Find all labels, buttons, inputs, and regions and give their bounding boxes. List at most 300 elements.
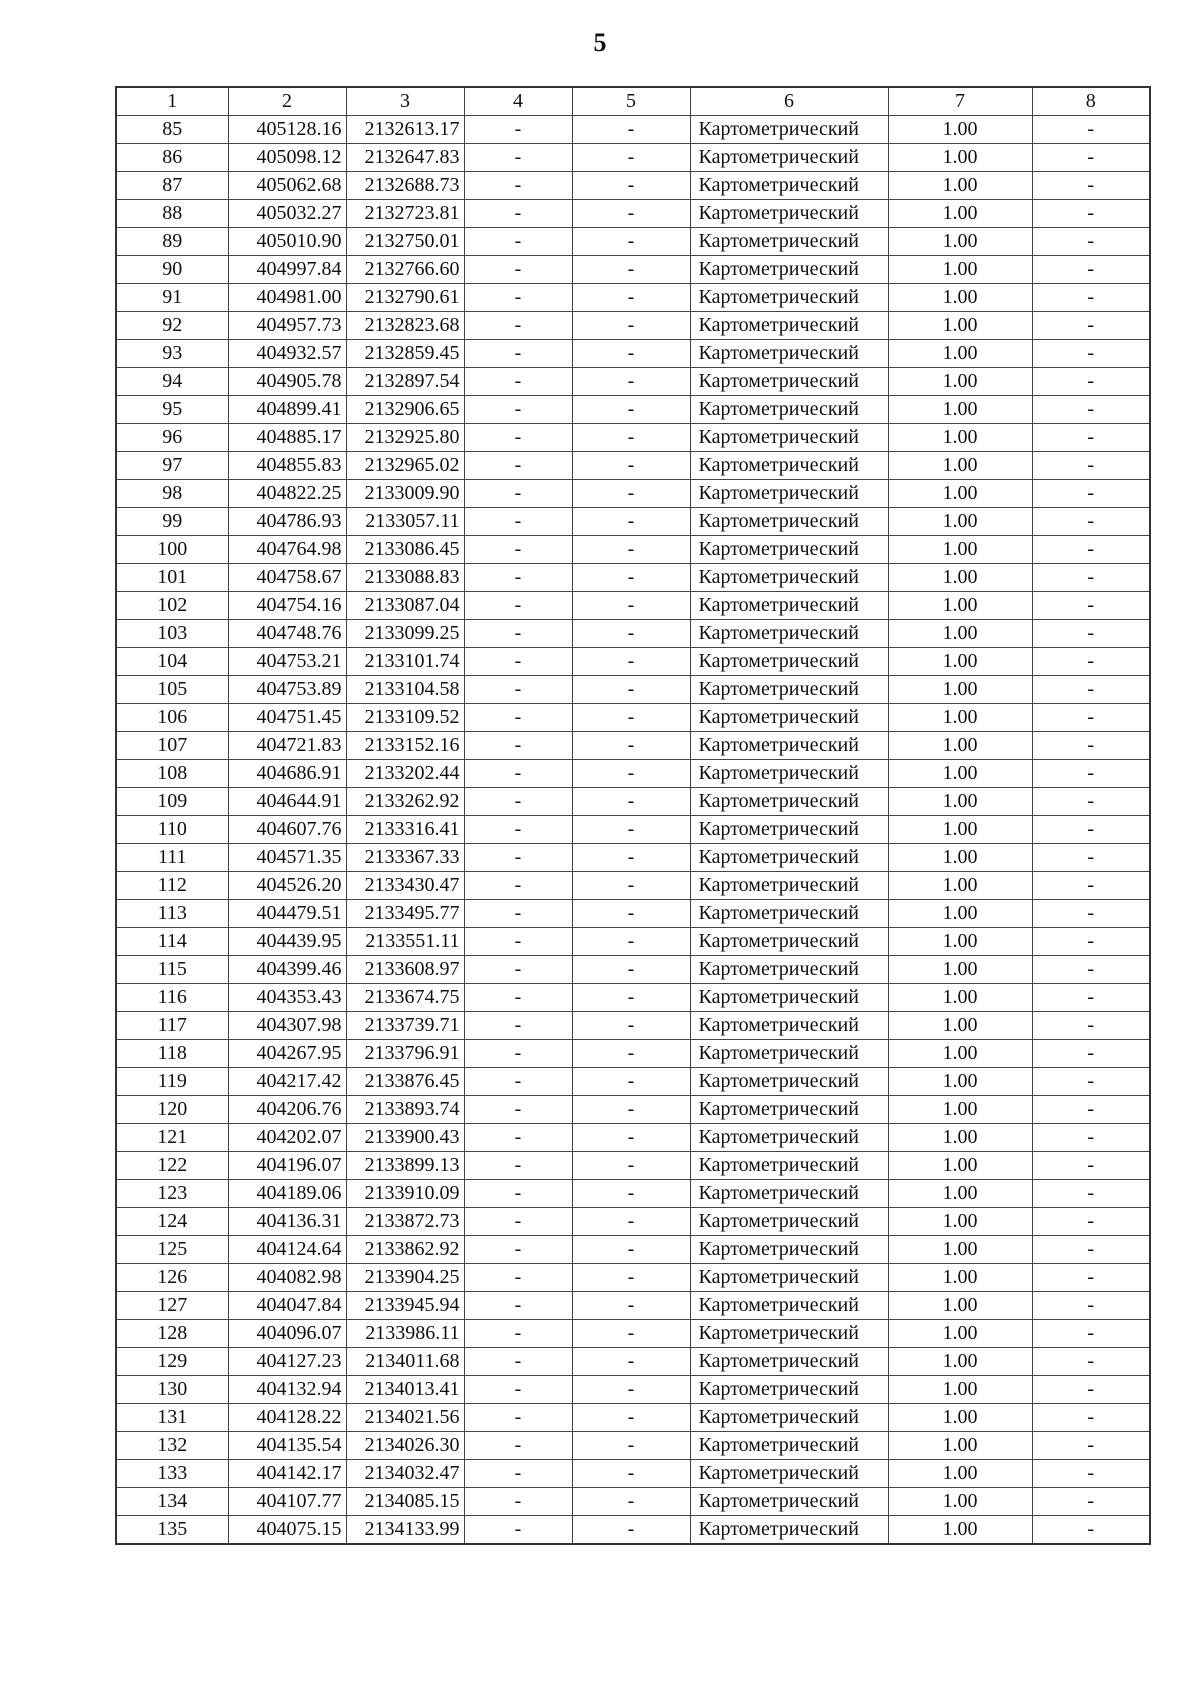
x-coordinate-cell: 404855.83 <box>228 452 346 480</box>
x-coordinate-cell: 404267.95 <box>228 1040 346 1068</box>
point-number-cell: 95 <box>116 396 228 424</box>
accuracy-cell: 1.00 <box>888 928 1032 956</box>
method-cell: Картометрический <box>690 1488 888 1516</box>
col8-cell: - <box>1032 1068 1150 1096</box>
method-cell: Картометрический <box>690 592 888 620</box>
col8-cell: - <box>1032 1012 1150 1040</box>
col5-cell: - <box>572 508 690 536</box>
table-row <box>116 1040 1150 1068</box>
y-coordinate-cell: 2133057.11 <box>346 508 464 536</box>
y-coordinate-cell: 2133986.11 <box>346 1320 464 1348</box>
col4-cell: - <box>464 648 572 676</box>
point-number-cell: 98 <box>116 480 228 508</box>
col4-cell: - <box>464 760 572 788</box>
col8-cell: - <box>1032 1096 1150 1124</box>
point-number-cell: 115 <box>116 956 228 984</box>
col5-cell: - <box>572 116 690 144</box>
table-row <box>116 564 1150 592</box>
col8-cell: - <box>1032 872 1150 900</box>
x-coordinate-cell: 404686.91 <box>228 760 346 788</box>
col4-cell: - <box>464 1040 572 1068</box>
col4-cell: - <box>464 1012 572 1040</box>
table-row <box>116 1152 1150 1180</box>
col8-cell: - <box>1032 1236 1150 1264</box>
col4-cell: - <box>464 1432 572 1460</box>
col5-cell: - <box>572 1376 690 1404</box>
y-coordinate-cell: 2132766.60 <box>346 256 464 284</box>
table-row <box>116 928 1150 956</box>
point-number-cell: 121 <box>116 1124 228 1152</box>
col8-cell: - <box>1032 424 1150 452</box>
method-cell: Картометрический <box>690 844 888 872</box>
x-coordinate-cell: 404307.98 <box>228 1012 346 1040</box>
col8-cell: - <box>1032 676 1150 704</box>
method-cell: Картометрический <box>690 984 888 1012</box>
table-body <box>116 116 1150 1545</box>
point-number-cell: 112 <box>116 872 228 900</box>
y-coordinate-cell: 2133088.83 <box>346 564 464 592</box>
method-cell: Картометрический <box>690 928 888 956</box>
x-coordinate-cell: 404189.06 <box>228 1180 346 1208</box>
x-coordinate-cell: 404885.17 <box>228 424 346 452</box>
col5-cell: - <box>572 1404 690 1432</box>
table-row <box>116 1404 1150 1432</box>
x-coordinate-cell: 404571.35 <box>228 844 346 872</box>
col8-cell: - <box>1032 648 1150 676</box>
col5-cell: - <box>572 956 690 984</box>
accuracy-cell: 1.00 <box>888 1180 1032 1208</box>
col4-cell: - <box>464 1348 572 1376</box>
y-coordinate-cell: 2134085.15 <box>346 1488 464 1516</box>
col4-cell: - <box>464 1404 572 1432</box>
col4-cell: - <box>464 1460 572 1488</box>
coordinates-table <box>115 86 1151 1545</box>
method-cell: Картометрический <box>690 340 888 368</box>
method-cell: Картометрический <box>690 1348 888 1376</box>
col8-cell: - <box>1032 1348 1150 1376</box>
method-cell: Картометрический <box>690 1124 888 1152</box>
x-coordinate-cell: 404899.41 <box>228 396 346 424</box>
x-coordinate-cell: 405098.12 <box>228 144 346 172</box>
accuracy-cell: 1.00 <box>888 1068 1032 1096</box>
table-row <box>116 676 1150 704</box>
col8-cell: - <box>1032 1320 1150 1348</box>
col4-cell: - <box>464 1516 572 1545</box>
y-coordinate-cell: 2133910.09 <box>346 1180 464 1208</box>
y-coordinate-cell: 2132750.01 <box>346 228 464 256</box>
col5-cell: - <box>572 1432 690 1460</box>
col5-cell: - <box>572 676 690 704</box>
col8-cell: - <box>1032 900 1150 928</box>
y-coordinate-cell: 2133608.97 <box>346 956 464 984</box>
table-row <box>116 648 1150 676</box>
x-coordinate-cell: 404135.54 <box>228 1432 346 1460</box>
accuracy-cell: 1.00 <box>888 1320 1032 1348</box>
col5-cell: - <box>572 1012 690 1040</box>
accuracy-cell: 1.00 <box>888 116 1032 144</box>
col8-cell: - <box>1032 1488 1150 1516</box>
table-row <box>116 760 1150 788</box>
point-number-cell: 122 <box>116 1152 228 1180</box>
table-row <box>116 1236 1150 1264</box>
col5-cell: - <box>572 648 690 676</box>
method-cell: Картометрический <box>690 1292 888 1320</box>
x-coordinate-cell: 404217.42 <box>228 1068 346 1096</box>
col8-cell: - <box>1032 844 1150 872</box>
x-coordinate-cell: 404142.17 <box>228 1460 346 1488</box>
x-coordinate-cell: 404758.67 <box>228 564 346 592</box>
method-cell: Картометрический <box>690 900 888 928</box>
col4-cell: - <box>464 1096 572 1124</box>
method-cell: Картометрический <box>690 1096 888 1124</box>
table-row <box>116 732 1150 760</box>
y-coordinate-cell: 2132688.73 <box>346 172 464 200</box>
col5-cell: - <box>572 1180 690 1208</box>
method-cell: Картометрический <box>690 956 888 984</box>
col4-cell: - <box>464 928 572 956</box>
accuracy-cell: 1.00 <box>888 1208 1032 1236</box>
col8-cell: - <box>1032 228 1150 256</box>
y-coordinate-cell: 2134133.99 <box>346 1516 464 1545</box>
accuracy-cell: 1.00 <box>888 1040 1032 1068</box>
method-cell: Картометрический <box>690 508 888 536</box>
y-coordinate-cell: 2133101.74 <box>346 648 464 676</box>
x-coordinate-cell: 405032.27 <box>228 200 346 228</box>
col5-cell: - <box>572 424 690 452</box>
x-coordinate-cell: 404721.83 <box>228 732 346 760</box>
col8-cell: - <box>1032 1292 1150 1320</box>
method-cell: Картометрический <box>690 1320 888 1348</box>
col4-cell: - <box>464 1236 572 1264</box>
x-coordinate-cell: 404751.45 <box>228 704 346 732</box>
col4-cell: - <box>464 116 572 144</box>
col4-cell: - <box>464 788 572 816</box>
y-coordinate-cell: 2132790.61 <box>346 284 464 312</box>
col4-cell: - <box>464 844 572 872</box>
col5-cell: - <box>572 1068 690 1096</box>
col4-cell: - <box>464 984 572 1012</box>
point-number-cell: 113 <box>116 900 228 928</box>
method-cell: Картометрический <box>690 816 888 844</box>
method-cell: Картометрический <box>690 676 888 704</box>
method-cell: Картометрический <box>690 1012 888 1040</box>
col4-cell: - <box>464 1068 572 1096</box>
col8-cell: - <box>1032 564 1150 592</box>
point-number-cell: 107 <box>116 732 228 760</box>
column-header: 4 <box>464 87 572 116</box>
point-number-cell: 106 <box>116 704 228 732</box>
y-coordinate-cell: 2133945.94 <box>346 1292 464 1320</box>
col5-cell: - <box>572 1236 690 1264</box>
accuracy-cell: 1.00 <box>888 256 1032 284</box>
col5-cell: - <box>572 984 690 1012</box>
point-number-cell: 134 <box>116 1488 228 1516</box>
method-cell: Картометрический <box>690 228 888 256</box>
table-row <box>116 844 1150 872</box>
x-coordinate-cell: 404206.76 <box>228 1096 346 1124</box>
col5-cell: - <box>572 1264 690 1292</box>
accuracy-cell: 1.00 <box>888 1012 1032 1040</box>
table-row <box>116 1432 1150 1460</box>
point-number-cell: 120 <box>116 1096 228 1124</box>
method-cell: Картометрический <box>690 1516 888 1545</box>
method-cell: Картометрический <box>690 1264 888 1292</box>
col8-cell: - <box>1032 956 1150 984</box>
x-coordinate-cell: 404202.07 <box>228 1124 346 1152</box>
table-row <box>116 200 1150 228</box>
x-coordinate-cell: 404526.20 <box>228 872 346 900</box>
table-header-row <box>116 87 1150 116</box>
table-row <box>116 788 1150 816</box>
accuracy-cell: 1.00 <box>888 816 1032 844</box>
point-number-cell: 85 <box>116 116 228 144</box>
col4-cell: - <box>464 564 572 592</box>
accuracy-cell: 1.00 <box>888 564 1032 592</box>
x-coordinate-cell: 404753.21 <box>228 648 346 676</box>
table-row <box>116 340 1150 368</box>
x-coordinate-cell: 404107.77 <box>228 1488 346 1516</box>
accuracy-cell: 1.00 <box>888 900 1032 928</box>
col5-cell: - <box>572 1348 690 1376</box>
accuracy-cell: 1.00 <box>888 144 1032 172</box>
col8-cell: - <box>1032 536 1150 564</box>
accuracy-cell: 1.00 <box>888 1096 1032 1124</box>
table-row <box>116 984 1150 1012</box>
col5-cell: - <box>572 620 690 648</box>
y-coordinate-cell: 2133495.77 <box>346 900 464 928</box>
col5-cell: - <box>572 536 690 564</box>
table-row <box>116 1292 1150 1320</box>
table-row <box>116 1012 1150 1040</box>
x-coordinate-cell: 404439.95 <box>228 928 346 956</box>
y-coordinate-cell: 2133796.91 <box>346 1040 464 1068</box>
point-number-cell: 108 <box>116 760 228 788</box>
col5-cell: - <box>572 816 690 844</box>
col4-cell: - <box>464 452 572 480</box>
col4-cell: - <box>464 1124 572 1152</box>
accuracy-cell: 1.00 <box>888 1404 1032 1432</box>
point-number-cell: 101 <box>116 564 228 592</box>
accuracy-cell: 1.00 <box>888 620 1032 648</box>
col4-cell: - <box>464 732 572 760</box>
col8-cell: - <box>1032 760 1150 788</box>
col4-cell: - <box>464 1376 572 1404</box>
accuracy-cell: 1.00 <box>888 1348 1032 1376</box>
x-coordinate-cell: 404981.00 <box>228 284 346 312</box>
column-header: 8 <box>1032 87 1150 116</box>
x-coordinate-cell: 404399.46 <box>228 956 346 984</box>
table-row <box>116 396 1150 424</box>
accuracy-cell: 1.00 <box>888 956 1032 984</box>
column-header: 5 <box>572 87 690 116</box>
accuracy-cell: 1.00 <box>888 312 1032 340</box>
table-row <box>116 172 1150 200</box>
table-row <box>116 452 1150 480</box>
x-coordinate-cell: 404644.91 <box>228 788 346 816</box>
accuracy-cell: 1.00 <box>888 1236 1032 1264</box>
x-coordinate-cell: 404748.76 <box>228 620 346 648</box>
col8-cell: - <box>1032 340 1150 368</box>
col4-cell: - <box>464 704 572 732</box>
point-number-cell: 100 <box>116 536 228 564</box>
y-coordinate-cell: 2132647.83 <box>346 144 464 172</box>
y-coordinate-cell: 2132925.80 <box>346 424 464 452</box>
y-coordinate-cell: 2133262.92 <box>346 788 464 816</box>
x-coordinate-cell: 404932.57 <box>228 340 346 368</box>
table-row <box>116 424 1150 452</box>
table-row <box>116 284 1150 312</box>
method-cell: Картометрический <box>690 1152 888 1180</box>
point-number-cell: 87 <box>116 172 228 200</box>
col8-cell: - <box>1032 312 1150 340</box>
accuracy-cell: 1.00 <box>888 172 1032 200</box>
table-row <box>116 592 1150 620</box>
y-coordinate-cell: 2132823.68 <box>346 312 464 340</box>
x-coordinate-cell: 404479.51 <box>228 900 346 928</box>
point-number-cell: 86 <box>116 144 228 172</box>
col8-cell: - <box>1032 1460 1150 1488</box>
point-number-cell: 91 <box>116 284 228 312</box>
method-cell: Картометрический <box>690 1404 888 1432</box>
col8-cell: - <box>1032 1376 1150 1404</box>
y-coordinate-cell: 2134011.68 <box>346 1348 464 1376</box>
y-coordinate-cell: 2133104.58 <box>346 676 464 704</box>
point-number-cell: 92 <box>116 312 228 340</box>
x-coordinate-cell: 404754.16 <box>228 592 346 620</box>
col5-cell: - <box>572 1292 690 1320</box>
column-header: 2 <box>228 87 346 116</box>
method-cell: Картометрический <box>690 760 888 788</box>
x-coordinate-cell: 404128.22 <box>228 1404 346 1432</box>
accuracy-cell: 1.00 <box>888 704 1032 732</box>
accuracy-cell: 1.00 <box>888 872 1032 900</box>
col4-cell: - <box>464 620 572 648</box>
y-coordinate-cell: 2133872.73 <box>346 1208 464 1236</box>
col4-cell: - <box>464 1180 572 1208</box>
y-coordinate-cell: 2133087.04 <box>346 592 464 620</box>
accuracy-cell: 1.00 <box>888 1460 1032 1488</box>
table-row <box>116 1460 1150 1488</box>
table-row <box>116 956 1150 984</box>
accuracy-cell: 1.00 <box>888 452 1032 480</box>
y-coordinate-cell: 2133099.25 <box>346 620 464 648</box>
method-cell: Картометрический <box>690 1432 888 1460</box>
point-number-cell: 123 <box>116 1180 228 1208</box>
col5-cell: - <box>572 144 690 172</box>
col4-cell: - <box>464 172 572 200</box>
y-coordinate-cell: 2132613.17 <box>346 116 464 144</box>
accuracy-cell: 1.00 <box>888 984 1032 1012</box>
col8-cell: - <box>1032 116 1150 144</box>
accuracy-cell: 1.00 <box>888 1432 1032 1460</box>
col4-cell: - <box>464 1264 572 1292</box>
table-row <box>116 1348 1150 1376</box>
col8-cell: - <box>1032 732 1150 760</box>
point-number-cell: 129 <box>116 1348 228 1376</box>
x-coordinate-cell: 404764.98 <box>228 536 346 564</box>
col5-cell: - <box>572 788 690 816</box>
x-coordinate-cell: 405010.90 <box>228 228 346 256</box>
accuracy-cell: 1.00 <box>888 732 1032 760</box>
accuracy-cell: 1.00 <box>888 200 1032 228</box>
col4-cell: - <box>464 256 572 284</box>
col4-cell: - <box>464 396 572 424</box>
page-number: 5 <box>593 28 607 57</box>
col5-cell: - <box>572 900 690 928</box>
point-number-cell: 127 <box>116 1292 228 1320</box>
y-coordinate-cell: 2132723.81 <box>346 200 464 228</box>
accuracy-cell: 1.00 <box>888 1376 1032 1404</box>
point-number-cell: 97 <box>116 452 228 480</box>
col5-cell: - <box>572 1460 690 1488</box>
col5-cell: - <box>572 928 690 956</box>
method-cell: Картометрический <box>690 788 888 816</box>
x-coordinate-cell: 404753.89 <box>228 676 346 704</box>
col8-cell: - <box>1032 1208 1150 1236</box>
method-cell: Картометрический <box>690 1236 888 1264</box>
x-coordinate-cell: 405128.16 <box>228 116 346 144</box>
col4-cell: - <box>464 536 572 564</box>
y-coordinate-cell: 2133674.75 <box>346 984 464 1012</box>
y-coordinate-cell: 2133202.44 <box>346 760 464 788</box>
x-coordinate-cell: 404957.73 <box>228 312 346 340</box>
col8-cell: - <box>1032 172 1150 200</box>
accuracy-cell: 1.00 <box>888 1124 1032 1152</box>
col4-cell: - <box>464 312 572 340</box>
x-coordinate-cell: 404997.84 <box>228 256 346 284</box>
x-coordinate-cell: 404127.23 <box>228 1348 346 1376</box>
accuracy-cell: 1.00 <box>888 1264 1032 1292</box>
x-coordinate-cell: 404786.93 <box>228 508 346 536</box>
col5-cell: - <box>572 1488 690 1516</box>
col5-cell: - <box>572 732 690 760</box>
col4-cell: - <box>464 1320 572 1348</box>
accuracy-cell: 1.00 <box>888 396 1032 424</box>
col4-cell: - <box>464 1152 572 1180</box>
col4-cell: - <box>464 872 572 900</box>
table-row <box>116 1488 1150 1516</box>
point-number-cell: 133 <box>116 1460 228 1488</box>
col4-cell: - <box>464 816 572 844</box>
accuracy-cell: 1.00 <box>888 480 1032 508</box>
accuracy-cell: 1.00 <box>888 228 1032 256</box>
col5-cell: - <box>572 1208 690 1236</box>
point-number-cell: 125 <box>116 1236 228 1264</box>
point-number-cell: 117 <box>116 1012 228 1040</box>
point-number-cell: 132 <box>116 1432 228 1460</box>
col5-cell: - <box>572 340 690 368</box>
table-row <box>116 116 1150 144</box>
accuracy-cell: 1.00 <box>888 760 1032 788</box>
col8-cell: - <box>1032 1516 1150 1545</box>
method-cell: Картометрический <box>690 648 888 676</box>
accuracy-cell: 1.00 <box>888 1292 1032 1320</box>
point-number-cell: 105 <box>116 676 228 704</box>
col8-cell: - <box>1032 452 1150 480</box>
method-cell: Картометрический <box>690 732 888 760</box>
y-coordinate-cell: 2133316.41 <box>346 816 464 844</box>
method-cell: Картометрический <box>690 256 888 284</box>
point-number-cell: 90 <box>116 256 228 284</box>
method-cell: Картометрический <box>690 704 888 732</box>
point-number-cell: 124 <box>116 1208 228 1236</box>
col8-cell: - <box>1032 144 1150 172</box>
y-coordinate-cell: 2133086.45 <box>346 536 464 564</box>
col4-cell: - <box>464 592 572 620</box>
table-row <box>116 536 1150 564</box>
point-number-cell: 96 <box>116 424 228 452</box>
point-number-cell: 130 <box>116 1376 228 1404</box>
